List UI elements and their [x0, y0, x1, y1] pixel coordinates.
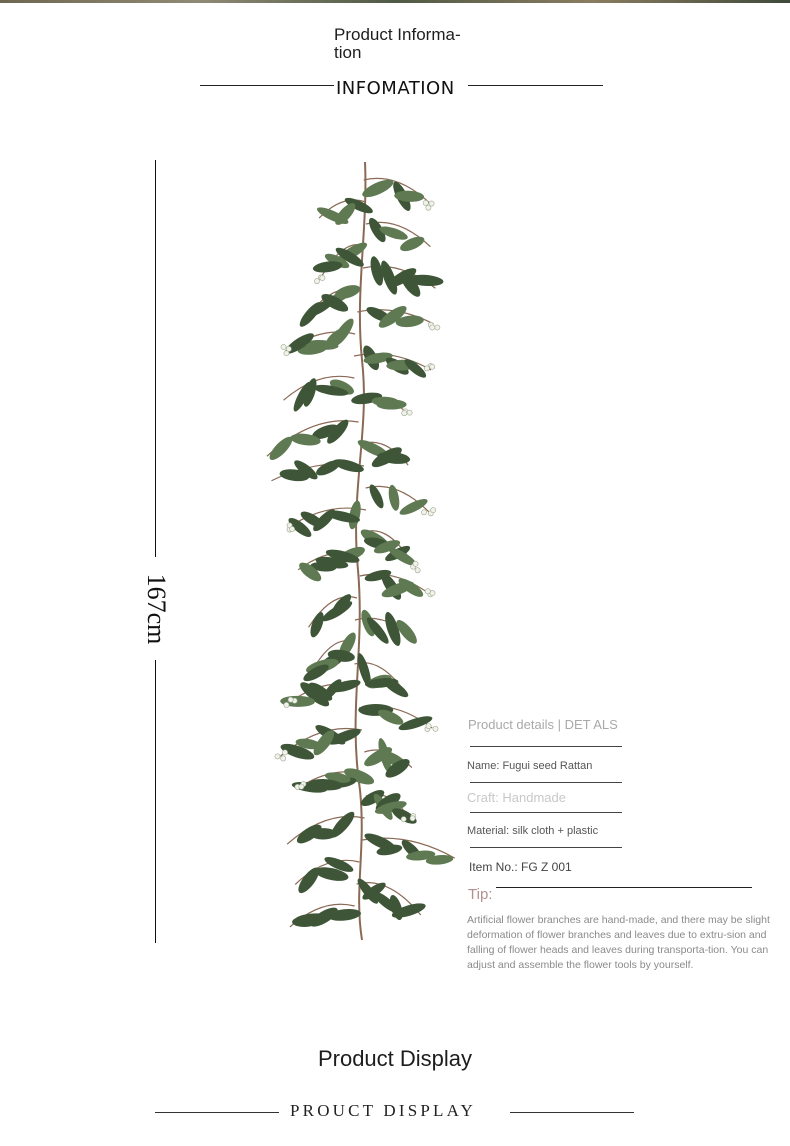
tip-text: Artificial flower branches are hand-made, and there may be slight deformation of flower branches and leaves due to extru-sion and falling of flower heads and leaves during transporta-tion. You can adjust and assemble the flower tools by yourself. — [467, 914, 770, 971]
details-divider — [470, 812, 622, 813]
dimension-line-bottom — [155, 660, 156, 943]
berry — [424, 366, 429, 371]
berry — [401, 817, 406, 822]
detail-craft: Craft: Handmade — [467, 790, 566, 805]
berry — [288, 697, 293, 702]
berry — [431, 508, 436, 513]
leaf — [320, 598, 355, 624]
berry — [282, 750, 287, 755]
leaf — [266, 434, 295, 464]
detail-material: Material: silk cloth + plastic — [467, 825, 599, 837]
berry — [284, 702, 289, 707]
berry — [413, 561, 418, 566]
berry — [284, 351, 289, 356]
leaf — [380, 675, 411, 701]
berry — [402, 411, 407, 416]
section-title: Product Display — [317, 1046, 473, 1071]
berry — [425, 589, 430, 594]
berry — [423, 200, 428, 205]
berry — [410, 816, 415, 821]
detail-name: Name: Fugui seed Rattan — [467, 760, 593, 772]
header-right-divider — [468, 85, 603, 86]
berry — [281, 344, 286, 349]
berry — [421, 510, 426, 515]
details-divider — [470, 782, 622, 783]
berry — [320, 275, 325, 280]
leaf — [387, 484, 401, 512]
berry — [433, 726, 438, 731]
berry — [314, 279, 319, 284]
tip-label: Tip: — [468, 886, 493, 903]
header-left-divider — [200, 85, 334, 86]
top-photo-strip — [0, 0, 790, 3]
details-divider — [470, 746, 622, 747]
page-subtitle: INFOMATION — [336, 78, 455, 99]
dimension-label: 167cm — [142, 573, 171, 645]
berry — [289, 526, 294, 531]
berry — [429, 201, 434, 206]
berry — [435, 325, 440, 330]
tip-divider — [496, 887, 752, 888]
detail-item-number: Item No.: FG Z 001 — [469, 860, 572, 874]
section-subtitle: PROUCT DISPLAY — [290, 1101, 477, 1120]
details-divider — [470, 847, 622, 848]
details-heading: Product details | DET ALS — [468, 717, 618, 732]
rattan-plant-image — [250, 150, 460, 945]
berry — [281, 756, 286, 761]
page-title: Product Informa- tion — [334, 25, 461, 62]
leaf — [297, 299, 325, 329]
berry — [415, 568, 420, 573]
section-left-divider — [155, 1112, 279, 1113]
berry — [407, 410, 412, 415]
dimension-line-top — [155, 160, 156, 557]
berry — [430, 325, 435, 330]
berry — [275, 754, 280, 759]
berry — [426, 724, 431, 729]
berry — [299, 784, 304, 789]
section-right-divider — [510, 1112, 634, 1113]
berry — [430, 364, 435, 369]
